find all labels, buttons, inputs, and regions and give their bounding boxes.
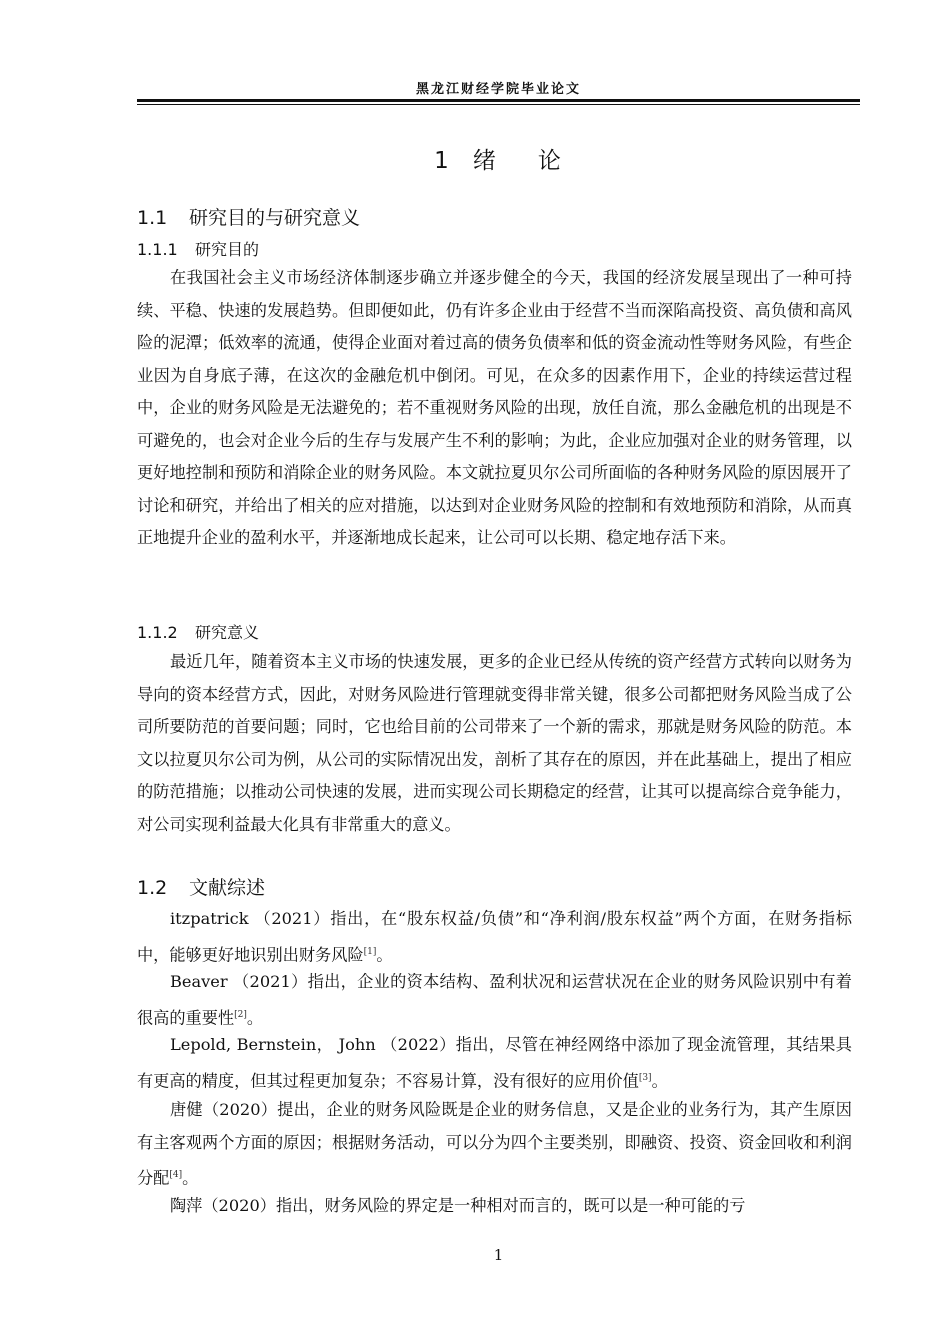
- subsection-number: 1.1.2: [137, 623, 178, 642]
- header-rule-thin: [137, 104, 860, 105]
- literature-item-3: Lepold, Bernstein， John （2022）指出，尽管在神经网络中添加了现金流管理，其结果具有更高的精度，但其过程更加复杂；不容易计算，没有很好的应用价值[3]。: [137, 1035, 852, 1090]
- subsection-heading-1-1-1: [137, 237, 259, 260]
- literature-text: itzpatrick （2021）指出，在“股东权益/负债”和“净利润/股东权益”两个方面，在财务指标中，能够更好地识别出财务风险: [137, 909, 852, 964]
- literature-item-2: Beaver （2021）指出，企业的资本结构、盈利状况和运营状况在企业的财务风险识别中有着很高的重要性[2]。: [137, 972, 852, 1027]
- section-title: 文献综述: [189, 877, 266, 899]
- literature-text: 唐健（2020）提出，企业的财务风险既是企业的财务信息，又是企业的业务行为，其产生原因有主客观两个方面的原因；根据财务活动，可以分为四个主要类别，即融资、投资、资金回收和利润分配: [137, 1100, 852, 1188]
- chapter-title-part-b: 论: [537, 148, 563, 174]
- literature-item-4: 唐健（2020）提出，企业的财务风险既是企业的财务信息，又是企业的业务行为，其产生原因有主客观两个方面的原因；根据财务活动，可以分为四个主要类别，即融资、投资、资金回收和利润分配[4]。: [137, 1100, 852, 1188]
- literature-text: Beaver （2021）指出，企业的资本结构、盈利状况和运营状况在企业的财务风险识别中有着很高的重要性: [137, 972, 852, 1027]
- section-heading-1-2: [137, 873, 265, 900]
- section-title: 研究目的与研究意义: [189, 207, 361, 229]
- paragraph-research-purpose: 在我国社会主义市场经济体制逐步确立并逐步健全的今天，我国的经济发展呈现出了一种可持续、平稳、快速的发展趋势。但即便如此，仍有许多企业由于经营不当而深陷高投资、高负债和高风险的泥潭；低效率的流通，使得企业面对着过高的债务负债率和低的资金流动性等财务风险，有些企业因为自身底子薄，在这次的金融危机中倒闭。可见，在众多的因素作用下，企业的持续运营过程中，企业的财务风险是无法避免的；若不重视财务风险的出现，放任自流，那么金融危机的出现是不可避免的，也会对企业今后的生存与发展产生不利的影响；为此，企业应加强对企业的财务管理，以更好地控制和预防和消除企业的财务风险。本文就拉夏贝尔公司所面临的各种财务风险的原因展开了讨论和研究，并给出了相关的应对措施，以达到对企业财务风险的控制和有效地预防和消除，从而真正地提升企业的盈利水平，并逐渐地成长起来，让公司可以长期、稳定地存活下来。: [137, 268, 852, 547]
- citation-marker: [3]: [638, 1072, 652, 1083]
- literature-text: Lepold, Bernstein， John （2022）指出，尽管在神经网络中添加了现金流管理，其结果具有更高的精度，但其过程更加复杂；不容易计算，没有很好的应用价值: [137, 1035, 852, 1090]
- subsection-title: 研究意义: [195, 623, 260, 642]
- subsection-number: 1.1.1: [137, 240, 178, 259]
- chapter-title-part-a: 绪: [472, 148, 498, 174]
- chapter-title: [137, 142, 860, 175]
- citation-marker: [1]: [363, 946, 377, 957]
- literature-item-1: itzpatrick （2021）指出，在“股东权益/负债”和“净利润/股东权益”两个方面，在财务指标中，能够更好地识别出财务风险[1]。: [137, 909, 852, 964]
- header-rule-thick: [137, 99, 860, 102]
- citation-marker: [4]: [169, 1170, 183, 1180]
- section-number: 1.1: [137, 207, 168, 229]
- section-number: 1.2: [137, 877, 168, 899]
- section-heading-1-1: [137, 203, 360, 230]
- chapter-number: 1: [434, 148, 451, 174]
- paragraph-research-significance: 最近几年，随着资本主义市场的快速发展，更多的企业已经从传统的资产经营方式转向以财务为导向的资本经营方式，因此，对财务风险进行管理就变得非常关键，很多公司都把财务风险当成了公司所要防范的首要问题；同时，它也给目前的公司带来了一个新的需求，那就是财务风险的防范。本文以拉夏贝尔公司为例，从公司的实际情况出发，剖析了其存在的原因，并在此基础上，提出了相应的防范措施；以推动公司快速的发展，进而实现公司长期稳定的经营，让其可以提高综合竞争能力，对公司实现利益最大化具有非常重大的意义。: [137, 652, 852, 834]
- literature-item-5: [137, 1190, 852, 1223]
- subsection-heading-1-1-2: [137, 620, 259, 643]
- literature-text: 陶萍（2020）指出，财务风险的界定是一种相对而言的，既可以是一种可能的亏: [170, 1196, 746, 1215]
- subsection-title: 研究目的: [195, 240, 260, 259]
- citation-marker: [2]: [234, 1009, 247, 1020]
- page-number: 1: [493, 1246, 504, 1264]
- running-header: 黑龙江财经学院毕业论文: [415, 82, 581, 97]
